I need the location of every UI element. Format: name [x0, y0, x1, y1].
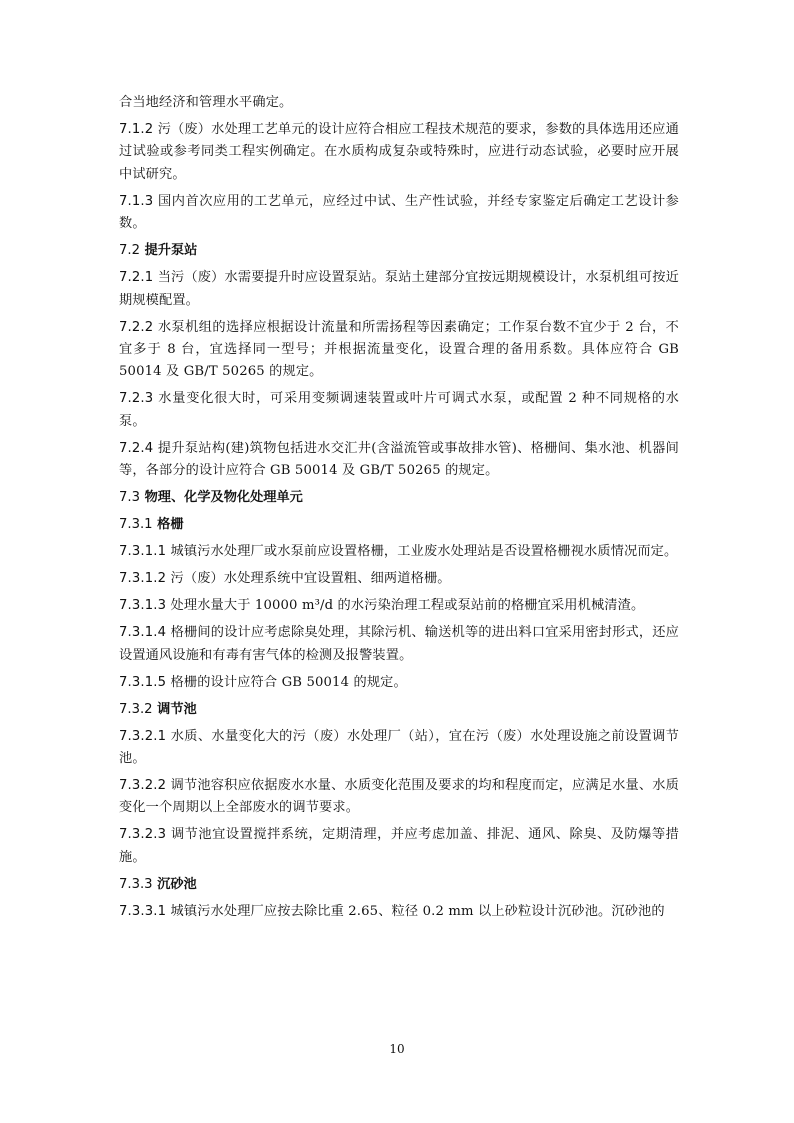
clause-number: 7.3.1.5: [119, 674, 167, 690]
clause-number: 7.3.1: [119, 517, 153, 533]
clause-number: 7.3.2.3: [119, 827, 167, 843]
paragraph-text: 处理水量大于 10000 m³/d 的水污染治理工程或泵站前的格栅宜采用机械清渣。: [170, 598, 645, 614]
clause-number: 7.3.3: [119, 876, 153, 892]
clause-number: 7.2: [119, 243, 140, 259]
paragraph-text: 污（废）水处理系统中宜设置粗、细两道格栅。: [170, 571, 451, 587]
section-heading: [119, 240, 679, 262]
clause-number: 7.1.2: [119, 122, 154, 137]
clause-number: 7.3: [119, 490, 140, 506]
paragraph-text: 污（废）水处理工艺单元的设计应符合相应工程技术规范的要求，参数的具体选用还应通过试验或参考同类工程实例确定。在水质构成复杂或特殊时，应进行动态试验，必要时应开展中试研究。: [119, 122, 679, 182]
paragraph: [119, 388, 679, 433]
paragraph: [119, 92, 679, 114]
paragraph-text: 国内首次应用的工艺单元，应经过中试、生产性试验，并经专家鉴定后确定工艺设计参数。: [119, 193, 680, 232]
paragraph: [119, 191, 679, 236]
clause-number: 7.2.2: [119, 319, 154, 335]
heading-text: 调节池: [157, 701, 197, 717]
clause-number: 7.2.4: [119, 440, 154, 456]
paragraph: [119, 568, 679, 590]
paragraph: [119, 438, 679, 483]
heading-text: 格栅: [157, 517, 184, 533]
paragraph: [119, 901, 679, 923]
clause-number: 7.3.1.3: [119, 598, 167, 614]
paragraph-text: 格栅间的设计应考虑除臭处理，其除污机、输送机等的进出料口宜采用密封形式，还应设置通风设施和有毒有害气体的检测及报警装置。: [119, 625, 679, 663]
paragraph-text: 调节池宜设置搅拌系统，定期清理，并应考虑加盖、排泥、通风、除臭、及防爆等措施。: [119, 827, 680, 865]
paragraph: [119, 672, 679, 694]
paragraph-text: 提升泵站构(建)筑物包括进水交汇井(含溢流管或事故排水管)、格栅间、集水池、机器间等，各部分的设计应符合 GB 50014 及 GB/T 50265 的规定。: [119, 440, 680, 479]
paragraph-text: 格栅的设计应符合 GB 50014 的规定。: [170, 674, 407, 690]
clause-number: 7.3.1.1: [119, 544, 167, 560]
page-number: 10: [389, 1042, 405, 1056]
paragraph: [119, 775, 679, 820]
paragraph: [119, 541, 679, 563]
section-heading: [119, 514, 679, 536]
paragraph-text: 城镇污水处理厂应按去除比重 2.65、粒径 0.2 mm 以上砂粒设计沉砂池。沉砂池的: [170, 903, 665, 919]
paragraph: [119, 119, 679, 186]
paragraph-text: 水泵机组的选择应根据设计流量和所需扬程等因素确定；工作泵台数不宜少于 2 台，不宜多于 8 台，宜选择同一型号；并根据流量变化，设置合理的备用系数。具体应符合 GB 50014 及 GB/T 50265 的规定。: [119, 319, 679, 380]
clause-number: 7.3.2: [119, 701, 153, 717]
paragraph: [119, 267, 679, 312]
paragraph: [119, 726, 679, 771]
clause-number: 7.3.3.1: [119, 903, 167, 919]
clause-number: 7.1.3: [119, 193, 154, 209]
paragraph: [119, 622, 679, 667]
document-body: [119, 92, 679, 928]
heading-text: 物理、化学及物化处理单元: [144, 490, 303, 506]
paragraph-text: 当污（废）水需要提升时应设置泵站。泵站土建部分宜按远期规模设计，水泵机组可按近期规模配置。: [119, 270, 679, 308]
paragraph: [119, 824, 679, 869]
clause-number: 7.3.1.2: [119, 571, 167, 587]
clause-number: 7.3.2.1: [119, 728, 167, 744]
paragraph-text: 水量变化很大时，可采用变频调速装置或叶片可调式水泵，或配置 2 种不同规格的水泵。: [119, 391, 680, 429]
paragraph-text: 城镇污水处理厂或水泵前应设置格栅，工业废水处理站是否设置格栅视水质情况而定。: [170, 544, 678, 560]
paragraph: [119, 317, 679, 384]
section-heading: [119, 699, 679, 721]
paragraph-text: 合当地经济和管理水平确定。: [119, 95, 293, 110]
clause-number: 7.2.1: [119, 270, 154, 286]
paragraph-text: 水质、水量变化大的污（废）水处理厂（站），宜在污（废）水处理设施之前设置调节池。: [119, 728, 679, 767]
clause-number: 7.3.2.2: [119, 778, 167, 794]
paragraph-text: 调节池容积应依据废水水量、水质变化范围及要求的均和程度而定，应满足水量、水质变化一个周期以上全部废水的调节要求。: [119, 778, 679, 816]
clause-number: 7.3.1.4: [119, 625, 167, 641]
paragraph: [119, 595, 679, 617]
heading-text: 沉砂池: [157, 876, 197, 892]
heading-text: 提升泵站: [144, 243, 198, 259]
section-heading: [119, 487, 679, 509]
clause-number: 7.2.3: [119, 391, 154, 407]
section-heading: [119, 874, 679, 896]
